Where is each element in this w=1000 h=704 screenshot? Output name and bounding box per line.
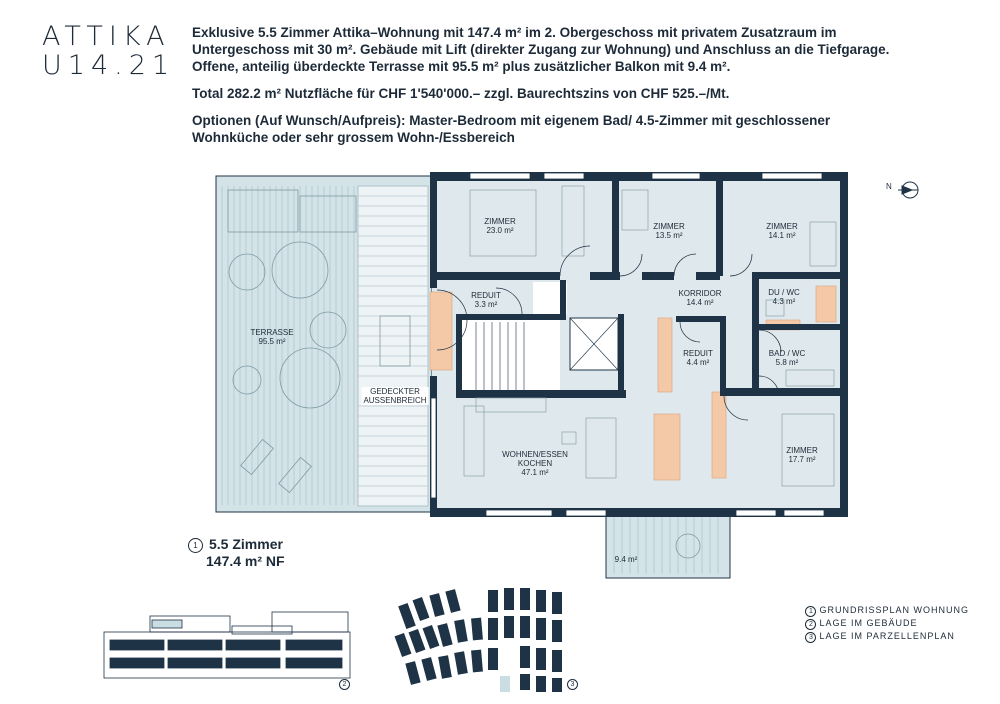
summary-area: 147.4 m² NF	[206, 553, 285, 569]
room-label-terrasse: TERRASSE 95.5 m²	[250, 328, 294, 346]
legend-item: 1 GRUNDRISSPLAN WOHNUNG	[805, 604, 969, 617]
legend-item: 3 LAGE IM PARZELLENPLAN	[805, 630, 969, 643]
room-label-zimmer-13: ZIMMER 13.5 m²	[653, 222, 685, 240]
room-label-korridor: KORRIDOR 14.4 m²	[678, 289, 722, 307]
apartment-summary	[188, 536, 285, 570]
north-label: N	[886, 182, 892, 191]
title-line-1: ATTIKA	[42, 21, 171, 52]
site-marker: 3	[567, 679, 578, 690]
room-label-reduit-3: REDUIT 3.3 m²	[471, 291, 501, 309]
building-elevation	[104, 612, 350, 678]
room-label-balkon: 9.4 m²	[614, 555, 638, 564]
room-label-wohnen-essen-kochen: WOHNEN/ESSEN KOCHEN 47.1 m²	[502, 450, 568, 477]
room-label-zimmer-17: ZIMMER 17.7 m²	[786, 446, 818, 464]
room-label-bad-wc: BAD / WC 5.8 m²	[768, 349, 806, 367]
title-line-2: U14.21	[42, 50, 176, 81]
room-label-zimmer-23: ZIMMER 23.0 m²	[484, 217, 516, 235]
room-label-du-wc: DU / WC 4.3 m²	[768, 288, 800, 306]
room-label-reduit-4: REDUIT 4.4 m²	[683, 349, 713, 367]
room-label-zimmer-14: ZIMMER 14.1 m²	[766, 222, 798, 240]
building-marker: 2	[339, 679, 350, 690]
site-plan	[395, 588, 562, 692]
legend-item: 2 LAGE IM GEBÄUDE	[805, 617, 969, 630]
summary-marker: 1	[188, 538, 203, 553]
description-main: Exklusive 5.5 Zimmer Attika–Wohnung mit 147.4 m² im 2. Obergeschoss mit privatem Zusatzraum im Untergeschoss mit 30 m². Gebäude mit Lift (direkter Zugang zur Wohnung) und Anschluss an die Tiefgarage. Offene, anteilig überdeckte Terrasse mit 95.5 m² plus zusätzlicher Balkon mit 9.4 m².	[192, 25, 890, 74]
legend	[805, 604, 969, 643]
room-label-gedeckter-aussenbereich: GEDECKTER AUSSENBREICH	[363, 387, 427, 405]
description-options: Optionen (Auf Wunsch/Aufpreis): Master-Bedroom mit eigenem Bad/ 4.5-Zimmer mit geschlossener Wohnküche oder sehr grossem Wohn-/Essbereich	[192, 113, 831, 145]
balcony	[606, 512, 730, 578]
stairwell	[462, 318, 560, 394]
north-arrow	[898, 182, 918, 198]
summary-rooms: 5.5 Zimmer	[209, 536, 283, 552]
description-price: Total 282.2 m² Nutzfläche für CHF 1'540'000.– zzgl. Baurechtszins von CHF 525.–/Mt.	[192, 86, 730, 101]
